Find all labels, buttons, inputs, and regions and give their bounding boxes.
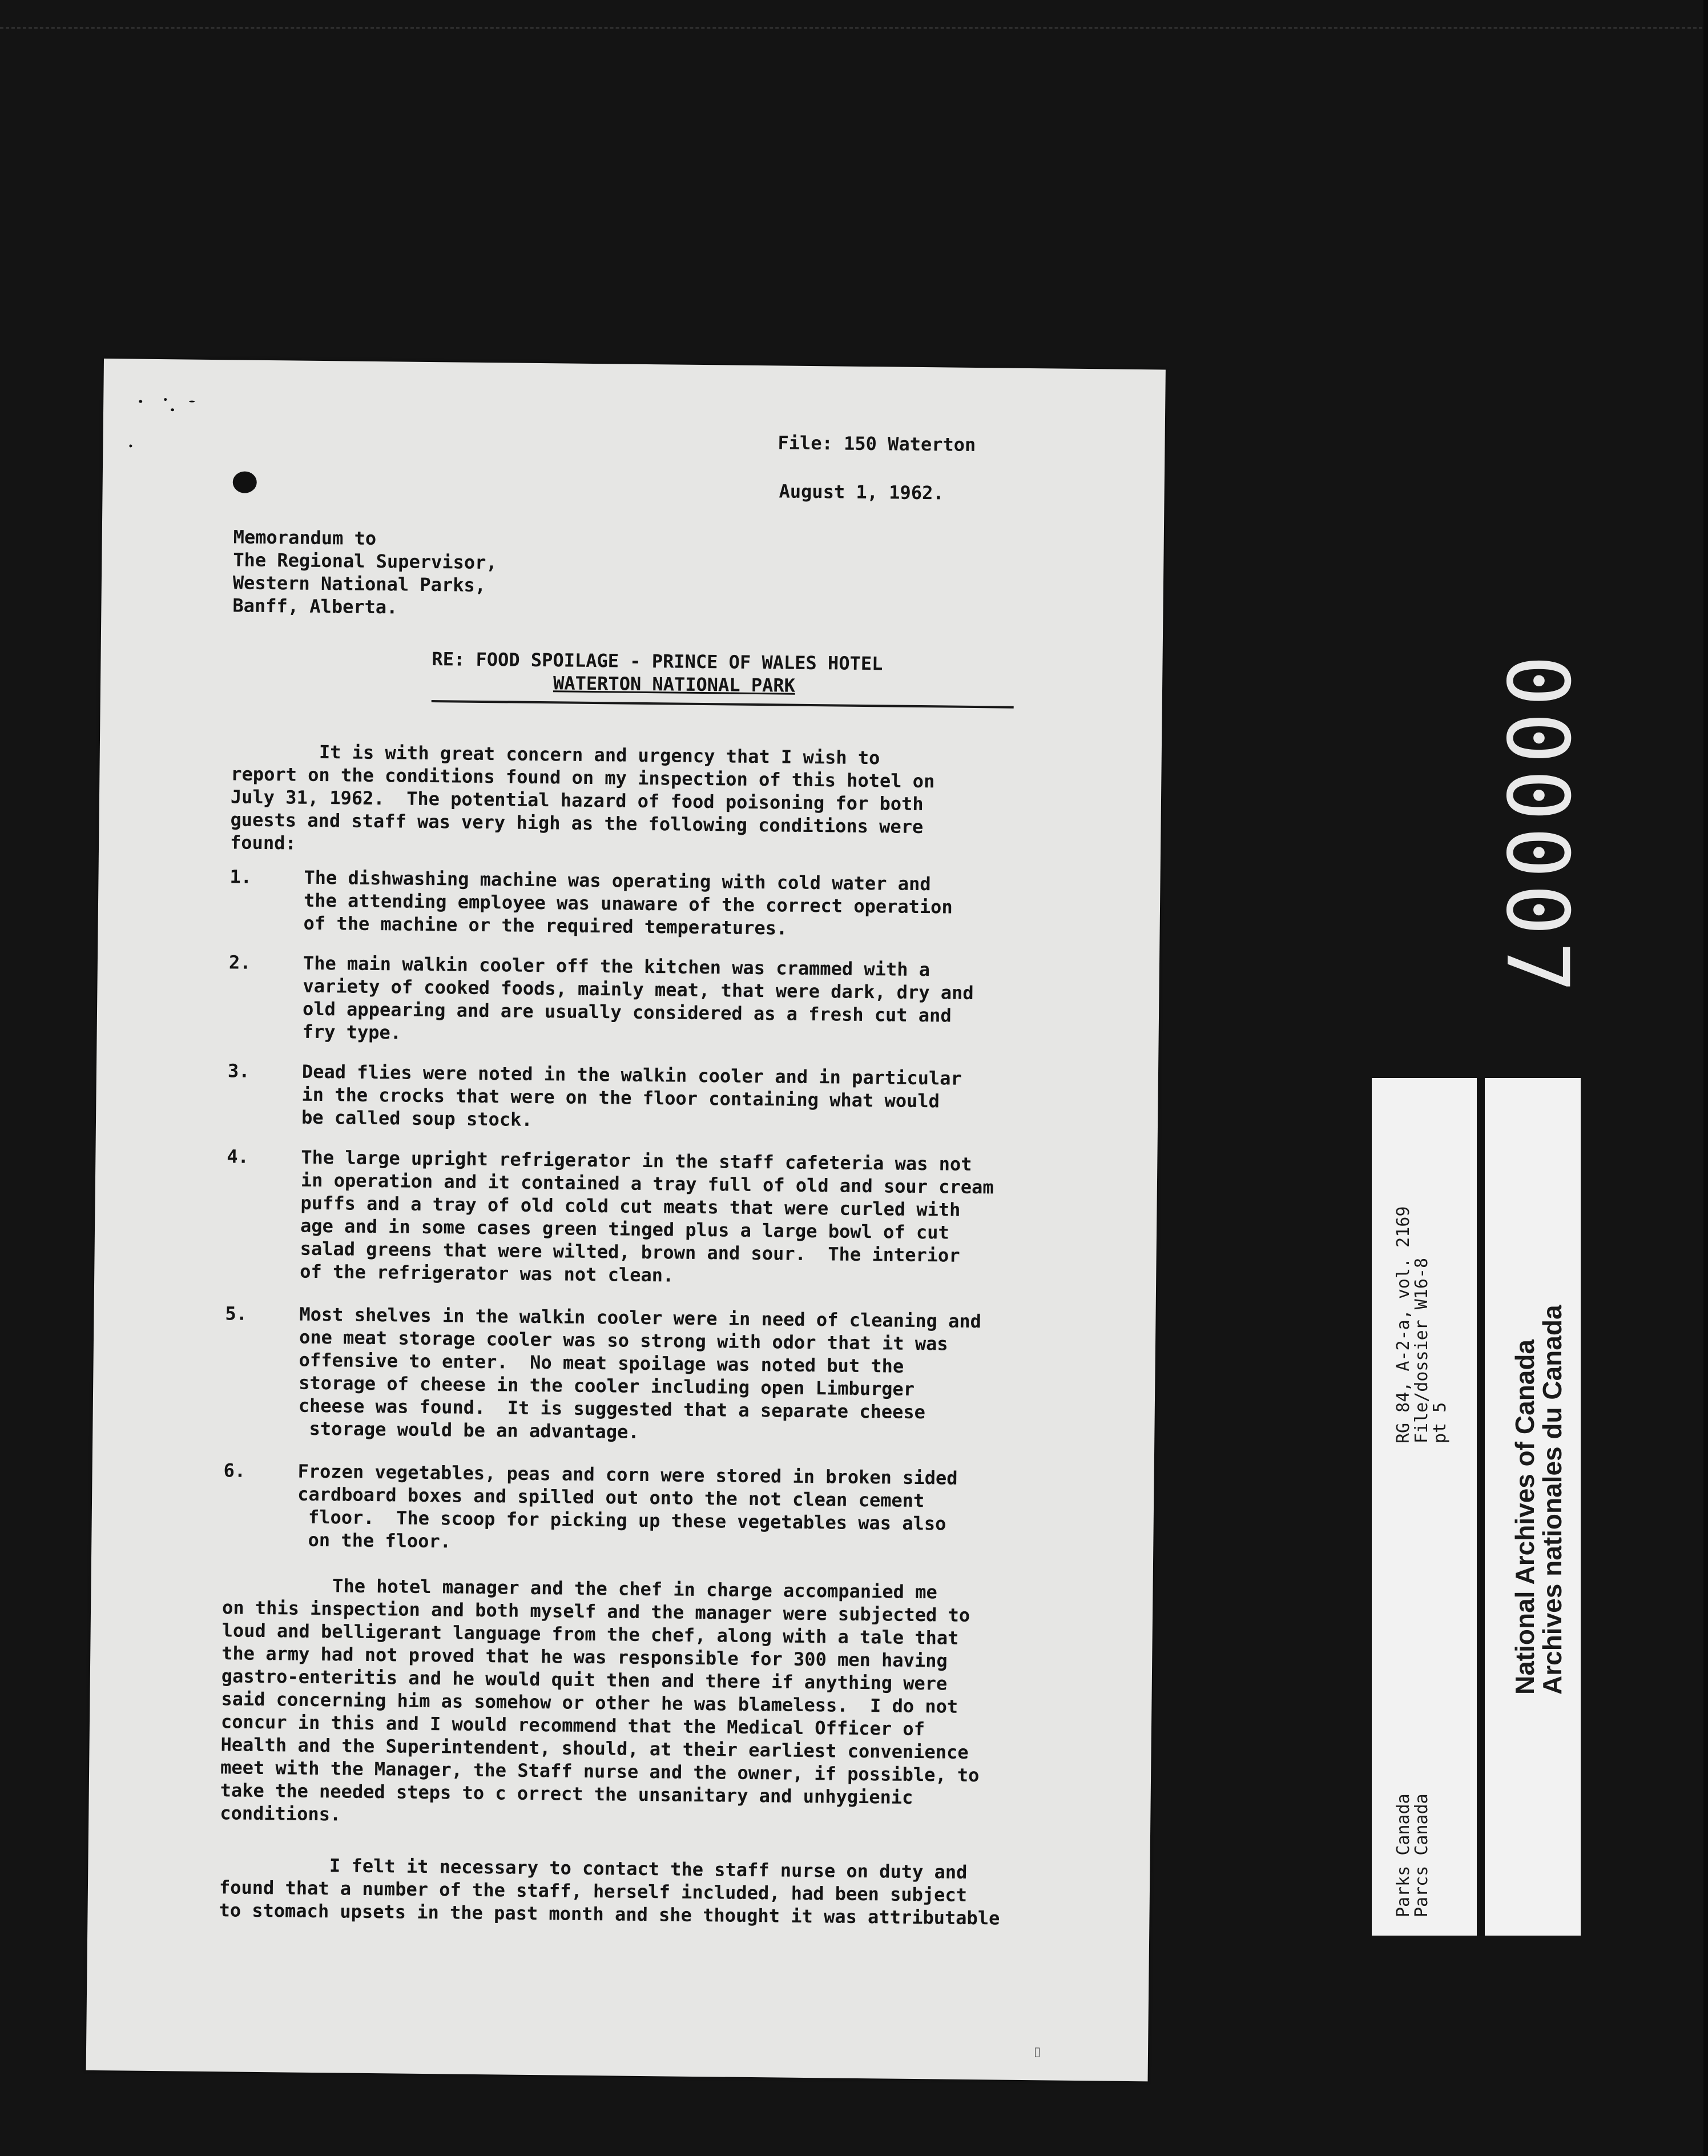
item-text: The dishwashing machine was operating with cold water and the attending employee was unaware of the correct operation of the machine or the required temperatures. bbox=[303, 866, 953, 939]
item-text: Most shelves in the walkin cooler were in need of cleaning and one meat storage cooler was so strong with odor that it was offensive to enter. No meat spoilage was noted but the storage of cheese in the cooler including open Limburger cheese was found. It is suggested that a separate cheese storage would be an advantage. bbox=[298, 1303, 982, 1443]
subject-underline bbox=[432, 700, 1014, 709]
item-number: 3. bbox=[227, 1060, 250, 1082]
item-number: 4. bbox=[227, 1145, 249, 1168]
speck-mark bbox=[171, 408, 174, 411]
label-archives-panel bbox=[1485, 1078, 1581, 1936]
label-divider bbox=[1477, 1078, 1485, 1936]
frame-number: 000007 bbox=[1487, 655, 1586, 999]
archive-label bbox=[1372, 1078, 1581, 1936]
item-number: 5. bbox=[225, 1302, 248, 1325]
national-archives-text: National Archives of Canada Archives nationales du Canada bbox=[1510, 1305, 1567, 1695]
item-text: The main walkin cooler off the kitchen was crammed with a variety of cooked foods, mainly meat, that were dark, dry and old appearing and are usually considered as a fresh cut and fry type. bbox=[302, 952, 974, 1044]
memo-page bbox=[86, 359, 1166, 2081]
intro-paragraph: It is with great concern and urgency that I wish to report on the conditions found on my inspection of this hotel on July 31, 1962. The potential hazard of food poisoning for both guests and staff was very high as the following conditions were found: bbox=[229, 740, 935, 854]
item-number: 2. bbox=[228, 951, 251, 974]
manager-paragraph: The hotel manager and the chef in charge accompanied me on this inspection and both myself and the manager were subjected to loud and belligerant language from the chef, along with a tale that the army had not proved that he was responsible for 300 men having gastro-enteritis and he would quit then and there if anything were said concerning him as somehow or other he was blameless. I do not concur in this and I would recommend that the Medical Officer of Health and the Superintendent, should, at their earliest convenience meet with the Manager, the Staff nurse and the owner, if possible, to take the needed steps to c orrect the unsanitary and unhygienic conditions. bbox=[220, 1574, 980, 1825]
speck-mark bbox=[129, 444, 132, 447]
subject-line-location: WATERTON NATIONAL PARK bbox=[553, 672, 796, 697]
speck-mark bbox=[139, 400, 142, 403]
film-edge-top bbox=[0, 27, 1708, 34]
parks-canada-text: Parks Canada Parcs Canada bbox=[1393, 1793, 1432, 1917]
label-reference-panel bbox=[1372, 1078, 1477, 1936]
item-number: 6. bbox=[223, 1459, 246, 1482]
film-edge-right bbox=[1703, 0, 1708, 2156]
nurse-paragraph: I felt it necessary to contact the staff nurse on duty and found that a number of the staff, herself included, had been subject to stomach upsets in the past month and she thought it was attributable bbox=[219, 1853, 1000, 1929]
speck-mark bbox=[164, 398, 167, 401]
subject-line: RE: FOOD SPOILAGE - PRINCE OF WALES HOTEL bbox=[432, 648, 883, 675]
item-number: 1. bbox=[229, 866, 252, 888]
addressee-block: Memorandum to The Regional Supervisor, Western National Parks, Banff, Alberta. bbox=[232, 526, 497, 618]
ink-blot bbox=[233, 471, 257, 493]
item-text: Dead flies were noted in the walkin cooler and in particular in the crocks that were on the floor containing what would be called soup stock. bbox=[301, 1060, 962, 1131]
file-reference: File: 150 Waterton bbox=[778, 432, 976, 456]
item-text: Frozen vegetables, peas and corn were stored in broken sided cardboard boxes and spilled out onto the not clean cement floor. The scoop for picking up these vegetables was also on the floor. bbox=[297, 1460, 958, 1552]
page-mark: ▯ bbox=[1033, 2045, 1041, 2060]
speck-mark bbox=[189, 401, 195, 403]
item-text: The large upright refrigerator in the staff cafeteria was not in operation and it contained a tray full of old and sour cream puffs and a tray of old cold cut meats that were curled with age and in some cases green tinged plus a large bowl of cut salad greens that were wilted, brown and sour. The interior of the refrigerator was not clean. bbox=[300, 1146, 994, 1286]
memo-date: August 1, 1962. bbox=[779, 480, 944, 504]
archive-reference: RG 84, A-2-a, vol. 2169 File/dossier W16-8 pt 5 bbox=[1393, 1206, 1450, 1443]
